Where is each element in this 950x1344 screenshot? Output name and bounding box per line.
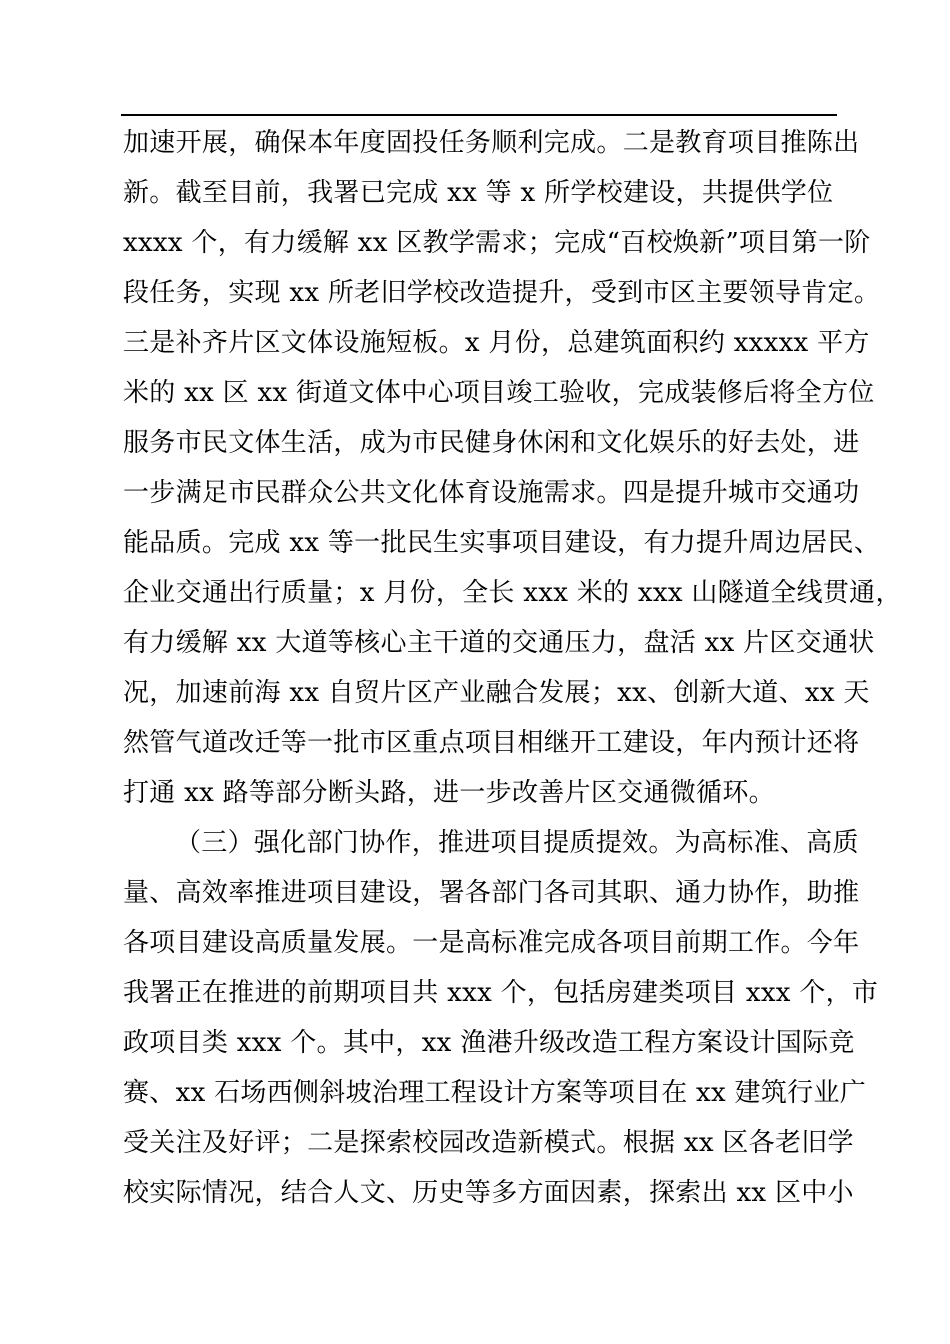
text-line: 赛、xx 石场西侧斜坡治理工程设计方案等项目在 xx 建筑行业广 <box>123 1078 867 1108</box>
text-line: 服务市民文体生活，成为市民健身休闲和文化娱乐的好去处，进 <box>123 428 860 458</box>
text-line: 三是补齐片区文体设施短板。x 月份，总建筑面积约 xxxxx 平方 <box>123 328 870 358</box>
text-line: 况，加速前海 xx 自贸片区产业融合发展；xx、创新大道、xx 天 <box>123 678 870 708</box>
text-line: 量、高效率推进项目建设，署各部门各司其职、通力协作，助推 <box>123 878 860 908</box>
text-line: 段任务，实现 xx 所老旧学校改造提升，受到市区主要领导肯定。 <box>123 278 881 308</box>
text-line: 各项目建设高质量发展。一是高标准完成各项目前期工作。今年 <box>123 928 860 958</box>
text-line: 企业交通出行质量；x 月份，全长 xxx 米的 xxx 山隧道全线贯通， <box>123 578 902 608</box>
text-line: 加速开展，确保本年度固投任务顺利完成。二是教育项目推陈出 <box>123 128 860 158</box>
text-line: 然管气道改迁等一批市区重点项目相继开工建设，年内预计还将 <box>123 728 860 758</box>
text-line: 有力缓解 xx 大道等核心主干道的交通压力，盘活 xx 片区交通状 <box>123 628 875 658</box>
section-heading-line: （三）强化部门协作，推进项目提质提效。为高标准、高质 <box>175 828 859 858</box>
text-line: 校实际情况，结合人文、历史等多方面因素，探索出 xx 区中小 <box>123 1178 854 1208</box>
text-line: 政项目类 xxx 个。其中，xx 渔港升级改造工程方案设计国际竞 <box>123 1028 855 1058</box>
header-rule <box>121 114 837 116</box>
text-line: 打通 xx 路等部分断头路，进一步改善片区交通微循环。 <box>123 778 775 808</box>
document-body <box>123 118 902 1218</box>
text-line: 新。截至目前，我署已完成 xx 等 x 所学校建设，共提供学位 <box>123 178 834 208</box>
text-line: xxxx 个，有力缓解 xx 区教学需求；完成“百校焕新”项目第一阶 <box>123 228 871 258</box>
text-line: 受关注及好评；二是探索校园改造新模式。根据 xx 区各老旧学 <box>123 1128 854 1158</box>
text-line: 一步满足市民群众公共文化体育设施需求。四是提升城市交通功 <box>123 478 860 508</box>
text-line: 能品质。完成 xx 等一批民生实事项目建设，有力提升周边居民、 <box>123 528 881 558</box>
text-line: 我署正在推进的前期项目共 xxx 个，包括房建类项目 xxx 个，市 <box>123 978 879 1008</box>
text-line: 米的 xx 区 xx 街道文体中心项目竣工验收，完成装修后将全方位 <box>123 378 875 408</box>
